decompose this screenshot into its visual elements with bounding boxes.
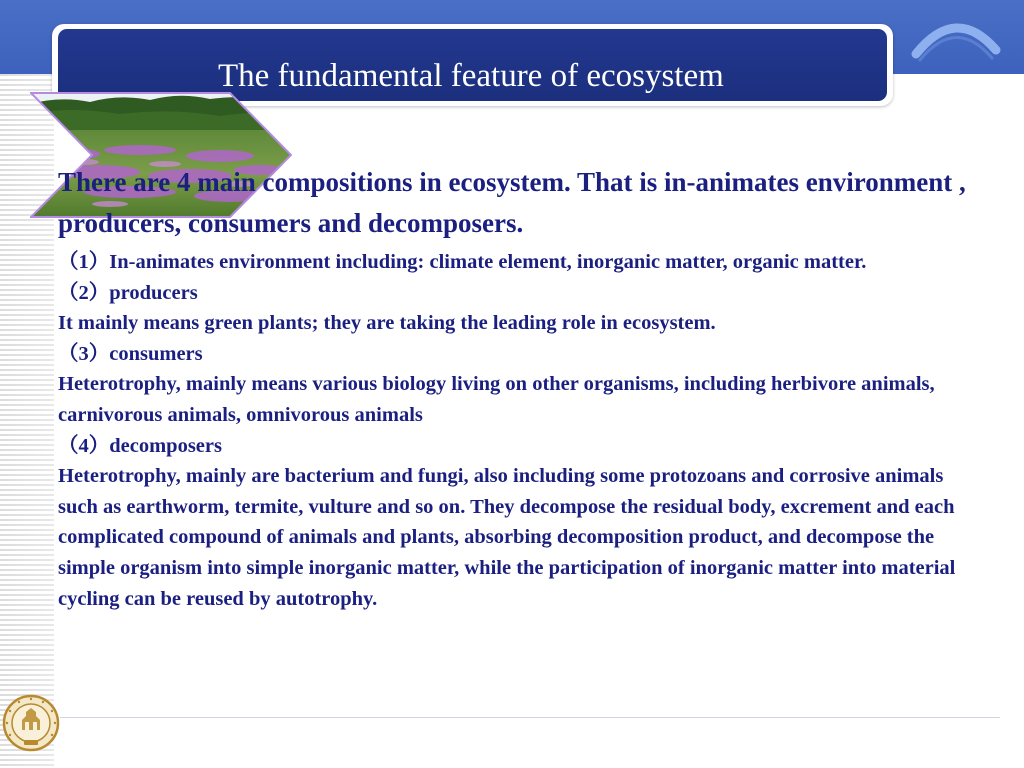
slide-body xyxy=(58,162,988,614)
body-line-producers: It mainly means green plants; they are taking the leading role in ecosystem. xyxy=(58,312,716,335)
body-line-inanimates: （1）In-animates environment including: climate element, inorganic matter, organic matter. xyxy=(58,251,867,273)
university-seal-logo xyxy=(2,694,60,752)
decorative-arc-icon xyxy=(910,8,1002,68)
heading-decomposers: （4）decomposers xyxy=(58,434,222,457)
heading-consumers: （3）consumers xyxy=(58,342,203,365)
bottom-divider xyxy=(60,717,1000,718)
slide-title: The fundamental feature of ecosystem xyxy=(218,58,724,94)
body-line-decomposers: Heterotrophy, mainly are bacterium and fungi, also including some protozoans and corrosive animals such as earthworm, termite, vulture and so on. They decompose the residual body, excrement and each complicated compound of animals and plants, absorbing decomposition product, and decompose the simple organism into simple inorganic matter, while the participation of inorganic matter into material cycling can be reused by autotrophy. xyxy=(58,465,956,610)
heading-producers: （2）producers xyxy=(58,281,198,304)
intro-paragraph: There are 4 main compositions in ecosystem. That is in-animates environment , producers, consumers and decomposers. xyxy=(58,167,966,238)
body-line-consumers: Heterotrophy, mainly means various biology living on other organisms, including herbivore animals, carnivorous animals, omnivorous animals xyxy=(58,373,935,426)
